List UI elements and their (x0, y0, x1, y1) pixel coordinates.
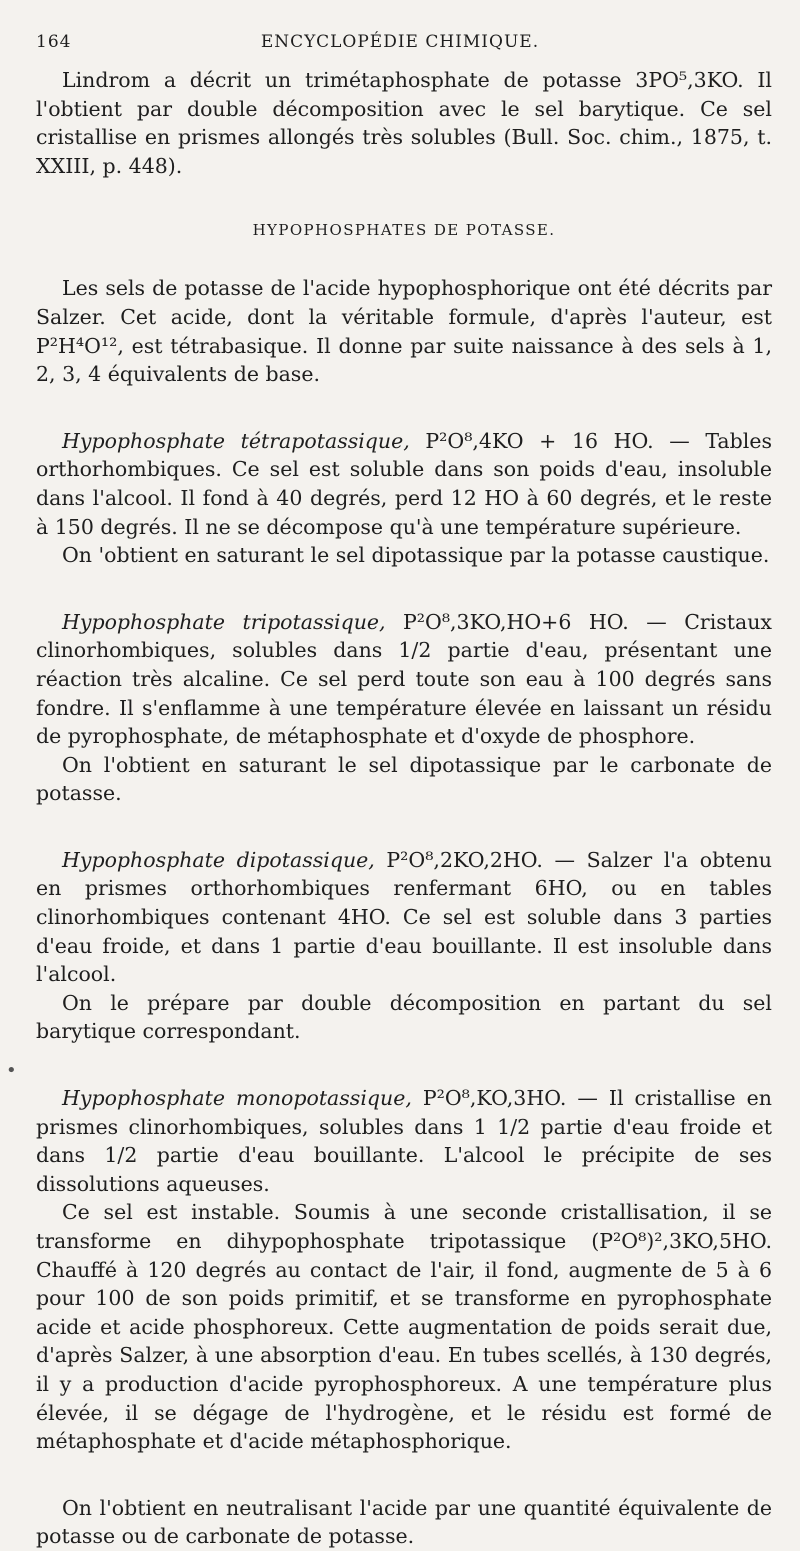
entry-title: Hypophosphate dipotassique, (62, 847, 375, 872)
page-number: 164 (36, 32, 72, 52)
running-title: ENCYCLOPÉDIE CHIMIQUE. (260, 32, 540, 52)
paragraph-dipotassique (36, 846, 772, 989)
paragraph-intro: Les sels de potasse de l'acide hypophosphorique ont été décrits par Salzer. Cet acide, dont la véritable formule, d'après l'auteur, est P²H⁴O¹², est tétrabasique. Il donne par suite naissance à des sels à 1, 2, 3, 4 équivalents de base. (36, 276, 772, 387)
entry-text: P²O⁸,KO,3HO. — Il cristallise en prismes clinorhombiques, solubles dans 1 1/2 partie d'eau froide et dans 1/2 partie d'eau bouillante. L'alcool le précipite de ses dissolutions aqueuses. (36, 1086, 772, 1196)
section-heading: HYPOPHOSPHATES DE POTASSE. (252, 221, 556, 240)
paragraph-tripotassique (36, 608, 772, 751)
entry-title: Hypophosphate tripotassique, (62, 609, 386, 634)
paragraph-preparation: On le prépare par double décomposition en partant du sel barytique correspondant. (36, 990, 772, 1044)
entry-title: Hypophosphate tétrapotassique, (62, 428, 410, 453)
paragraph-preparation: On 'obtient en saturant le sel dipotassique par la potasse caustique. (62, 543, 770, 568)
entry-title: Hypophosphate monopotassique, (62, 1086, 412, 1111)
paragraph-monopotassique (36, 1084, 772, 1198)
paragraph-preparation: On l'obtient en saturant le sel dipotassique par le carbonate de potasse. (36, 752, 772, 806)
entry-text: P²O⁸,4KO + 16 HO. — Tables orthorhombiques. Ce sel est soluble dans son poids d'eau, insoluble dans l'alcool. Il fond à 40 degrés, perd 12 HO à 60 degrés, et le reste à 150 degrés. Il ne se décompose qu'à une température supérieure. (36, 428, 772, 539)
paragraph-tetrapotassique (36, 427, 772, 541)
page-body (36, 66, 772, 1551)
paragraph-preparation: On l'obtient en neutralisant l'acide par une quantité équivalente de potasse ou de carbonate de potasse. (36, 1495, 772, 1549)
entry-text: P²O⁸,2KO,2HO. — Salzer l'a obtenu en prismes orthorhombiques renfermant 6HO, ou en tables clinorhombiques contenant 4HO. Ce sel est soluble dans 3 parties d'eau froide, et dans 1 partie d'eau bouillante. Il est insoluble dans l'alcool. (36, 847, 772, 987)
paragraph-trimetaphosphate: Lindrom a décrit un trimétaphosphate de potasse 3PO⁵,3KO. Il l'obtient par double décomposition avec le sel barytique. Ce sel cristallise en prismes allongés très solubles (Bull. Soc. chim., 1875, t. XXIII, p. 448). (36, 68, 772, 178)
entry-text: P²O⁸,3KO,HO+6 HO. — Cristaux clinorhombiques, solubles dans 1/2 partie d'eau, présentant une réaction très alcaline. Ce sel perd toute son eau à 100 degrés sans fondre. Il s'enflamme à une température élevée en laissant un résidu de pyrophosphate, de métaphosphate et d'oxyde de phosphore. (36, 609, 772, 749)
paragraph-instability: Ce sel est instable. Soumis à une seconde cristallisation, il se transforme en dihypophosphate tripotassique (P²O⁸)²,3KO,5HO. Chauffé à 120 degrés au contact de l'air, il fond, augmente de 5 à 6 pour 100 de son poids primitif, et se transforme en pyrophosphate acide et acide phosphoreux. Cette augmentation de poids serait due, d'après Salzer, à une absorption d'eau. En tubes scellés, à 130 degrés, il y a production d'acide pyrophosphoreux. A une température plus élevée, il se dégage de l'hydrogène, et le résidu est formé de métaphosphate et d'acide métaphosphorique. (36, 1200, 772, 1454)
margin-mark: • (6, 1060, 17, 1081)
